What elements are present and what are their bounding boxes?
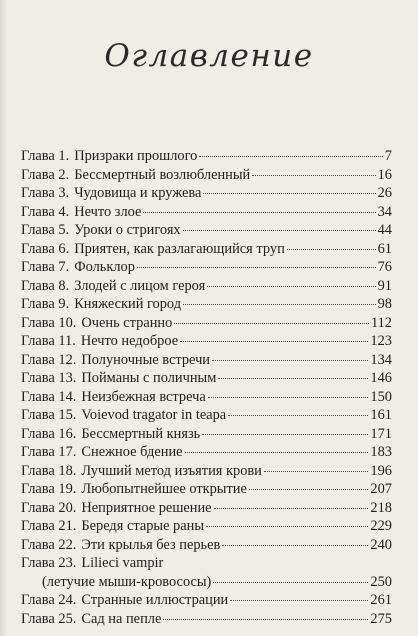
chapter-number: Глава 17. bbox=[21, 444, 77, 460]
dot-leader bbox=[252, 175, 375, 176]
chapter-title: Полуночные встречи bbox=[81, 351, 211, 368]
chapter-number: Глава 19. bbox=[21, 481, 77, 497]
page-number: 98 bbox=[377, 296, 392, 312]
toc-entry bbox=[21, 203, 392, 222]
chapter-title: Чудовища и кружева bbox=[74, 185, 202, 201]
toc-entry bbox=[21, 147, 392, 166]
chapter-title: Пойманы с поличным bbox=[81, 370, 217, 386]
dot-leader bbox=[203, 193, 375, 194]
page-number: 218 bbox=[370, 499, 392, 516]
dot-leader bbox=[222, 545, 368, 546]
chapter-title: Сад на пепле bbox=[81, 610, 162, 627]
page-number: 161 bbox=[370, 407, 392, 423]
dot-leader bbox=[208, 397, 369, 398]
dot-leader bbox=[206, 526, 368, 527]
toc-entry bbox=[21, 277, 392, 296]
chapter-title: Эти крылья без перьев bbox=[81, 536, 221, 553]
toc-entry bbox=[21, 499, 392, 518]
page-number: 34 bbox=[377, 203, 392, 220]
chapter-number: Глава 23. bbox=[21, 555, 77, 571]
page-number: 229 bbox=[370, 518, 392, 534]
toc-entry bbox=[21, 462, 392, 481]
page-number: 91 bbox=[377, 277, 392, 294]
chapter-title: Бессмертный возлюбленный bbox=[74, 166, 251, 183]
dot-leader bbox=[249, 489, 369, 490]
page-number: 16 bbox=[377, 166, 392, 183]
chapter-title: Снежное бдение bbox=[81, 444, 183, 460]
dot-leader bbox=[183, 304, 376, 305]
dot-leader bbox=[214, 508, 369, 509]
dot-leader bbox=[143, 212, 375, 213]
page-number: 207 bbox=[370, 481, 392, 497]
chapter-title: (летучие мыши-кровососы) bbox=[42, 573, 212, 590]
table-of-contents bbox=[21, 147, 392, 628]
chapter-title: Фольклор bbox=[74, 259, 135, 275]
chapter-title: Странные иллюстрации bbox=[81, 592, 229, 608]
chapter-number: Глава 21. bbox=[21, 518, 77, 534]
toc-entry bbox=[21, 480, 392, 499]
chapter-number: Глава 22. bbox=[21, 536, 77, 553]
toc-entry bbox=[21, 536, 392, 555]
page-number: 123 bbox=[370, 333, 392, 349]
page-gutter-shadow bbox=[0, 0, 8, 636]
toc-entry bbox=[21, 332, 392, 351]
dot-leader bbox=[207, 286, 375, 287]
chapter-number: Глава 10. bbox=[21, 314, 77, 331]
chapter-title: Бередя старые раны bbox=[81, 518, 205, 534]
page-number: 61 bbox=[377, 240, 392, 257]
chapter-title: Нечто недоброе bbox=[80, 333, 179, 349]
toc-entry bbox=[21, 184, 392, 203]
page-number: 134 bbox=[370, 351, 392, 368]
chapter-number: Глава 24. bbox=[21, 592, 77, 608]
toc-entry bbox=[21, 591, 392, 610]
dot-leader bbox=[180, 341, 368, 342]
page-number: 171 bbox=[370, 425, 392, 442]
chapter-number: Глава 20. bbox=[21, 499, 77, 516]
toc-entry bbox=[21, 517, 392, 536]
page-number: 250 bbox=[370, 573, 392, 590]
page-number: 240 bbox=[370, 536, 392, 553]
chapter-number: Глава 9. bbox=[21, 296, 70, 312]
page-number: 146 bbox=[370, 370, 392, 386]
toc-entry bbox=[21, 240, 392, 259]
chapter-number: Глава 25. bbox=[21, 610, 77, 627]
chapter-title: Призраки прошлого bbox=[74, 148, 198, 164]
page-number: 275 bbox=[370, 610, 392, 627]
page-number: 76 bbox=[377, 259, 392, 275]
dot-leader bbox=[218, 378, 368, 379]
chapter-number: Глава 16. bbox=[21, 425, 77, 442]
toc-entry bbox=[21, 554, 392, 573]
dot-leader bbox=[230, 600, 368, 601]
chapter-title: Любопытнейшее открытие bbox=[81, 481, 247, 497]
toc-entry bbox=[21, 406, 392, 425]
toc-entry bbox=[21, 351, 392, 370]
chapter-title: Неизбежная встреча bbox=[81, 388, 206, 405]
toc-entry bbox=[21, 258, 392, 277]
chapter-number: Глава 3. bbox=[21, 185, 70, 201]
dot-leader bbox=[264, 471, 369, 472]
page-number: 150 bbox=[370, 388, 392, 405]
dot-leader bbox=[174, 323, 369, 324]
chapter-title: Лучший метод изъятия крови bbox=[81, 462, 262, 479]
page-number: 196 bbox=[370, 462, 392, 479]
toc-entry bbox=[21, 369, 392, 388]
dot-leader bbox=[163, 619, 368, 620]
chapter-number: Глава 11. bbox=[21, 333, 76, 349]
chapter-title: Бессмертный князь bbox=[81, 425, 201, 442]
toc-entry bbox=[21, 166, 392, 185]
page-number: 183 bbox=[370, 444, 392, 460]
chapter-title: Приятен, как разлагающийся труп bbox=[74, 240, 285, 257]
dot-leader bbox=[202, 434, 368, 435]
dot-leader bbox=[199, 156, 382, 157]
chapter-title: Очень странно bbox=[81, 314, 173, 331]
toc-entry bbox=[21, 443, 392, 462]
chapter-number: Глава 18. bbox=[21, 462, 77, 479]
dot-leader bbox=[183, 230, 376, 231]
page-title: Оглавление bbox=[104, 38, 314, 74]
page-number: 44 bbox=[377, 222, 392, 238]
page-number: 261 bbox=[370, 592, 392, 608]
chapter-number: Глава 14. bbox=[21, 388, 77, 405]
chapter-title: Voievod tragator in teapa bbox=[81, 407, 227, 423]
toc-entry bbox=[21, 610, 392, 629]
chapter-number: Глава 6. bbox=[21, 240, 70, 257]
toc-entry bbox=[21, 388, 392, 407]
toc-entry bbox=[21, 295, 392, 314]
chapter-number: Глава 5. bbox=[21, 222, 70, 238]
dot-leader bbox=[212, 360, 368, 361]
page-number: 7 bbox=[384, 148, 392, 164]
toc-entry bbox=[21, 314, 392, 333]
chapter-number: Глава 4. bbox=[21, 203, 70, 220]
chapter-number: Глава 12. bbox=[21, 351, 77, 368]
page-number: 112 bbox=[370, 314, 392, 331]
chapter-title: Неприятное решение bbox=[81, 499, 212, 516]
dot-leader bbox=[228, 415, 368, 416]
chapter-title: Нечто злое bbox=[74, 203, 142, 220]
dot-leader bbox=[137, 267, 376, 268]
toc-entry bbox=[21, 221, 392, 240]
chapter-title: Княжеский город bbox=[74, 296, 182, 312]
dot-leader bbox=[185, 452, 369, 453]
chapter-number: Глава 7. bbox=[21, 259, 70, 275]
chapter-title: Liliecі vampir bbox=[81, 555, 164, 571]
dot-leader bbox=[287, 249, 376, 250]
chapter-number: Глава 15. bbox=[21, 407, 77, 423]
toc-entry bbox=[21, 573, 392, 592]
chapter-number: Глава 8. bbox=[21, 277, 70, 294]
chapter-title: Злодей с лицом героя bbox=[74, 277, 206, 294]
chapter-number: Глава 1. bbox=[21, 148, 70, 164]
toc-entry bbox=[21, 425, 392, 444]
dot-leader bbox=[213, 582, 368, 583]
chapter-number: Глава 13. bbox=[21, 370, 77, 386]
chapter-number: Глава 2. bbox=[21, 166, 70, 183]
chapter-title: Уроки о стригоях bbox=[74, 222, 181, 238]
page-number: 26 bbox=[377, 185, 392, 201]
